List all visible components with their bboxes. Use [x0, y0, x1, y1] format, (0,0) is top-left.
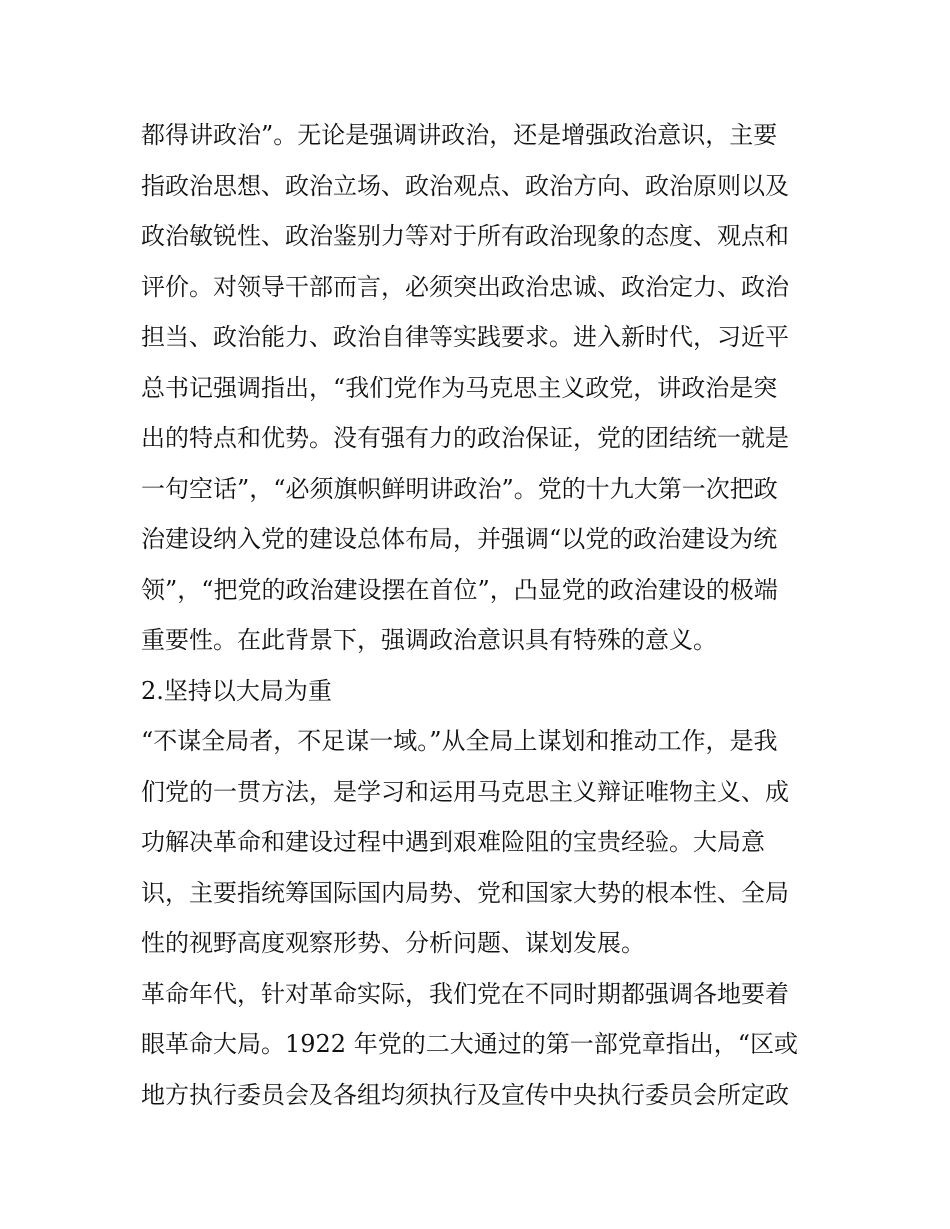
- text-line: 们党的一贯方法，是学习和运用马克思主义辩证唯物主义、成: [141, 777, 789, 806]
- text-line: 功解决革命和建设过程中遇到艰难险阻的宝贵经验。大局意: [141, 828, 765, 856]
- text-line: 治建设纳入党的建设总体布局，并强调“以党的政治建设为统: [141, 525, 778, 553]
- text-line: 出的特点和优势。没有强有力的政治保证，党的团结统一就是: [141, 424, 789, 452]
- text-line: “不谋全局者，不足谋一域。”从全局上谋划和推动工作，是我: [141, 727, 778, 755]
- text-line: 都得讲政治”。无论是强调讲政治，还是增强政治意识，主要: [141, 121, 778, 149]
- text-line: 识，主要指统筹国际国内局势、党和国家大势的根本性、全局: [141, 878, 789, 907]
- text-line: 重要性。在此背景下，强调政治意识具有特殊的意义。: [141, 626, 717, 654]
- text-line: 评价。对领导干部而言，必须突出政治忠诚、政治定力、政治: [141, 272, 789, 301]
- text-line: 革命年代，针对革命实际，我们党在不同时期都强调各地要着: [141, 979, 789, 1008]
- section-heading: 2.坚持以大局为重: [141, 676, 332, 705]
- text-line: 性的视野高度观察形势、分析问题、谋划发展。: [141, 929, 645, 957]
- text-line: 领”，“把党的政治建设摆在首位”，凸显党的政治建设的极端: [141, 575, 778, 604]
- text-line: 地方执行委员会及各组均须执行及宣传中央执行委员会所定政: [141, 1080, 789, 1109]
- text-line: 总书记强调指出，“我们党作为马克思主义政党，讲政治是突: [141, 373, 778, 402]
- text-line: 一句空话”，“必须旗帜鲜明讲政治”。党的十九大第一次把政: [141, 474, 778, 503]
- body-text: [141, 110, 821, 1120]
- text-line: 担当、政治能力、政治自律等实践要求。进入新时代，习近平: [141, 323, 789, 351]
- text-line: 眼革命大局。1922 年党的二大通过的第一部党章指出，“区或: [141, 1030, 798, 1058]
- text-line: 政治敏锐性、政治鉴别力等对于所有政治现象的态度、观点和: [141, 222, 789, 250]
- text-line: 指政治思想、政治立场、政治观点、政治方向、政治原则以及: [141, 171, 789, 200]
